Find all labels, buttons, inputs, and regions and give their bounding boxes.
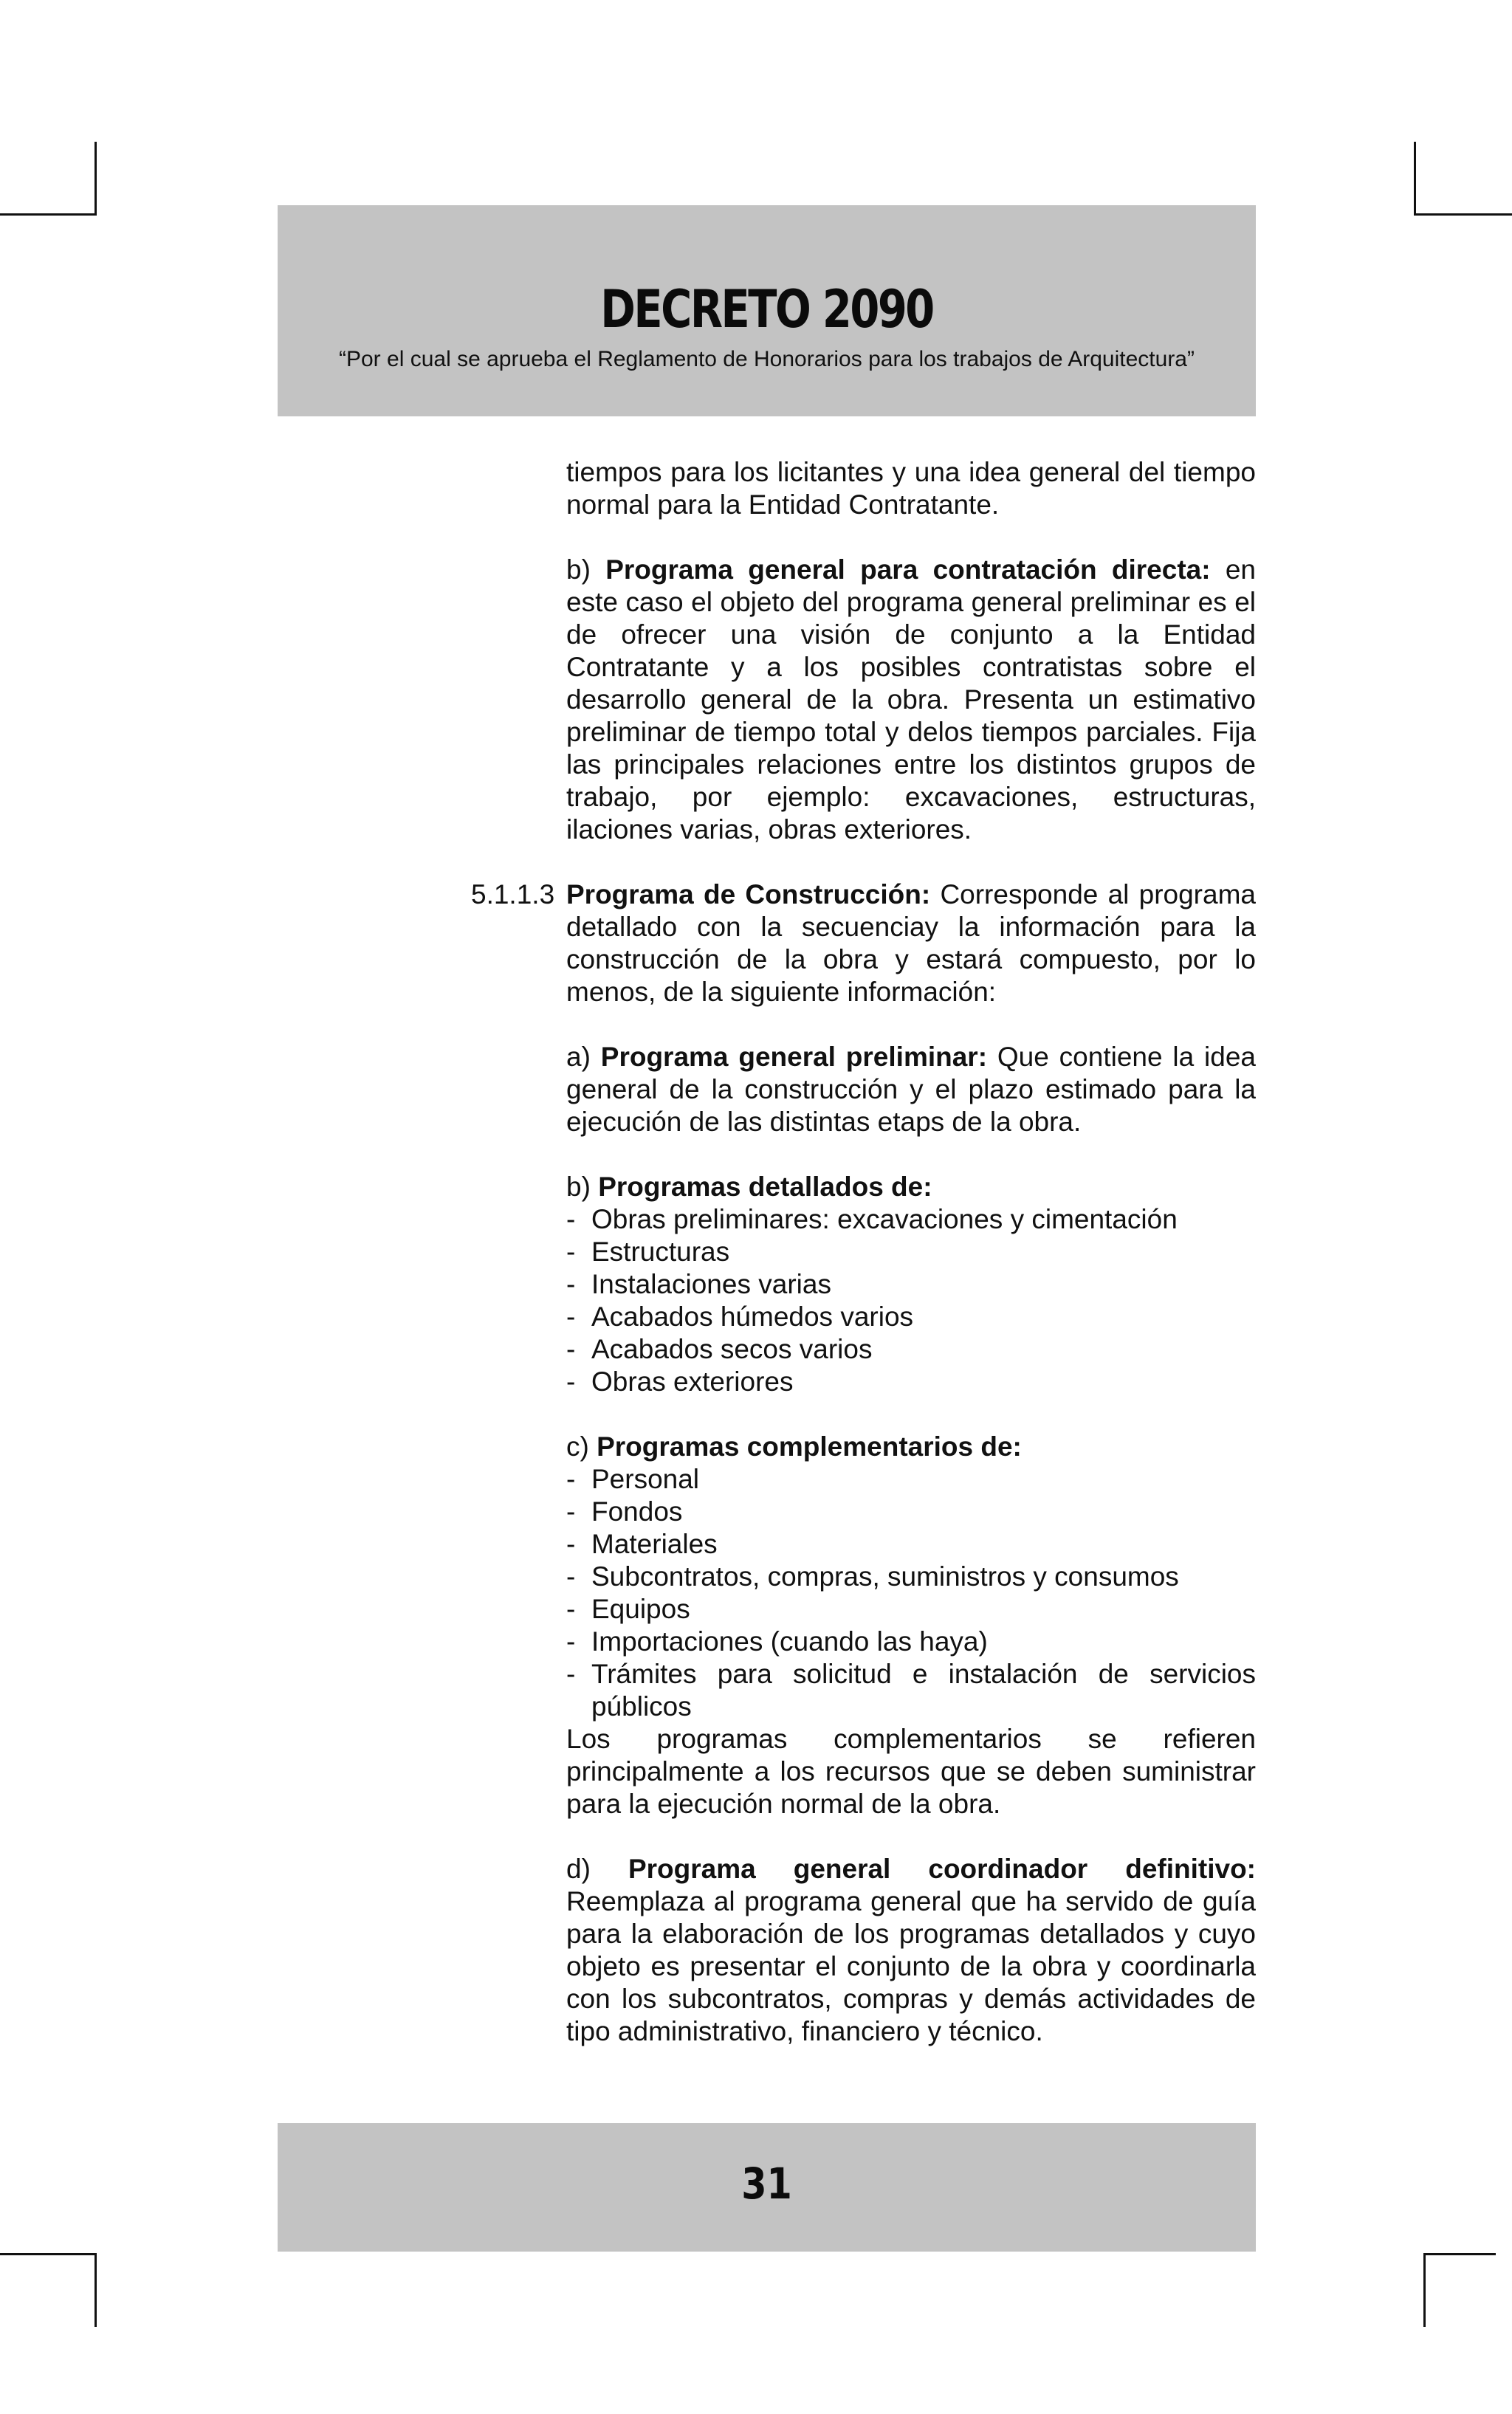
paragraph-b-direct: [566, 554, 1256, 846]
document-subtitle: “Por el cual se aprueba el Reglamento de Honorarios para los trabajos de Arquitectura”: [339, 347, 1195, 371]
list-item: - Equipos: [566, 1594, 690, 1624]
list-item: - Instalaciones varias: [566, 1269, 831, 1299]
crop-mark-bottom-left-vertical: [94, 2253, 97, 2327]
intro-paragraph: tiempos para los licitantes y una idea general del tiempo normal para la Entidad Contratante.: [566, 457, 1256, 520]
list-item: - Estructuras: [566, 1237, 730, 1267]
paragraph-text: en este caso el objeto del programa general preliminar es el de ofrecer una visión de conjunto a la Entidad Contratante y a los posibles contratistas sobre el desarrollo general de la obra. Presenta un estimativo preliminar de tiempo total y delos tiempos parciales. Fija las principales relaciones entre los distintos grupos de trabajo, por ejemplo: excavaciones, estructuras, ilaciones varias, obras exteriores.: [566, 554, 1257, 845]
crop-mark-top-right-horizontal: [1414, 213, 1512, 216]
crop-mark-top-left-horizontal: [0, 213, 97, 216]
crop-mark-top-left-vertical: [94, 142, 97, 216]
paragraph-c: [566, 1431, 1256, 1463]
list-item: - Acabados secos varios: [566, 1334, 873, 1364]
list-item: - Acabados húmedos varios: [566, 1301, 914, 1332]
list-item: - Materiales: [566, 1529, 718, 1559]
paragraph-c-note: Los programas complementarios se refieren principalmente a los recursos que se deben suministrar para la ejecución normal de la obra.: [566, 1724, 1256, 1819]
crop-mark-bottom-right-vertical: [1423, 2253, 1426, 2327]
section-paragraph: [566, 878, 1256, 1008]
crop-mark-bottom-left-horizontal: [0, 2253, 97, 2255]
paragraph-heading: Programa general para contratación directa:: [605, 554, 1211, 585]
paragraph-marker: b): [566, 554, 591, 585]
paragraph-heading: Programas detallados de:: [598, 1172, 932, 1202]
paragraph-text: Que contiene la idea general de la construcción y el plazo estimado para la ejecución de las distintas etaps de la obra.: [566, 1042, 1257, 1137]
page-number: 31: [741, 2159, 792, 2209]
paragraph-marker: a): [566, 1042, 591, 1072]
document-title: DECRETO 2090: [600, 279, 933, 340]
paragraph-marker: c): [566, 1431, 589, 1462]
list-item: - Importaciones (cuando las haya): [566, 1626, 988, 1657]
section-text: Corresponde al programa detallado con la secuenciay la información para la construcción de la obra y estará compuesto, por lo menos, de la siguiente información:: [566, 879, 1256, 1007]
paragraph-a: [566, 1041, 1256, 1138]
paragraph-marker: b): [566, 1172, 591, 1202]
paragraph-d: [566, 1853, 1256, 2048]
crop-mark-top-right-vertical: [1414, 142, 1416, 216]
paragraph-marker: d): [566, 1854, 591, 1884]
list-item: - Fondos: [566, 1496, 683, 1527]
list-item: - Subcontratos, compras, suministros y consumos: [566, 1561, 1179, 1592]
crop-mark-bottom-right-horizontal: [1423, 2253, 1496, 2255]
list-item: - Trámites para solicitud e instalación de servicios públicos: [566, 1659, 1256, 1722]
list-item: - Obras preliminares: excavaciones y cimentación: [566, 1204, 1178, 1234]
list-item: - Obras exteriores: [566, 1366, 794, 1397]
body-text: [566, 456, 1256, 2048]
section-number: 5.1.1.3: [471, 879, 555, 909]
page-footer: [278, 2123, 1256, 2252]
paragraph-heading: Programas complementarios de:: [597, 1431, 1022, 1462]
page-header: [278, 205, 1256, 416]
paragraph-heading: Programa general preliminar:: [600, 1042, 988, 1072]
list-item: - Personal: [566, 1464, 700, 1494]
paragraph-text: Reemplaza al programa general que ha servido de guía para la elaboración de los programas detallados y cuyo objeto es presentar el conjunto de la obra y coordinarla con los subcontratos, compras y demás actividades de tipo administrativo, financiero y técnico.: [566, 1886, 1256, 2046]
paragraph-b: [566, 1171, 1256, 1203]
paragraph-heading: Programa general coordinador definitivo:: [628, 1854, 1257, 1884]
section-heading: Programa de Construcción:: [566, 879, 931, 909]
